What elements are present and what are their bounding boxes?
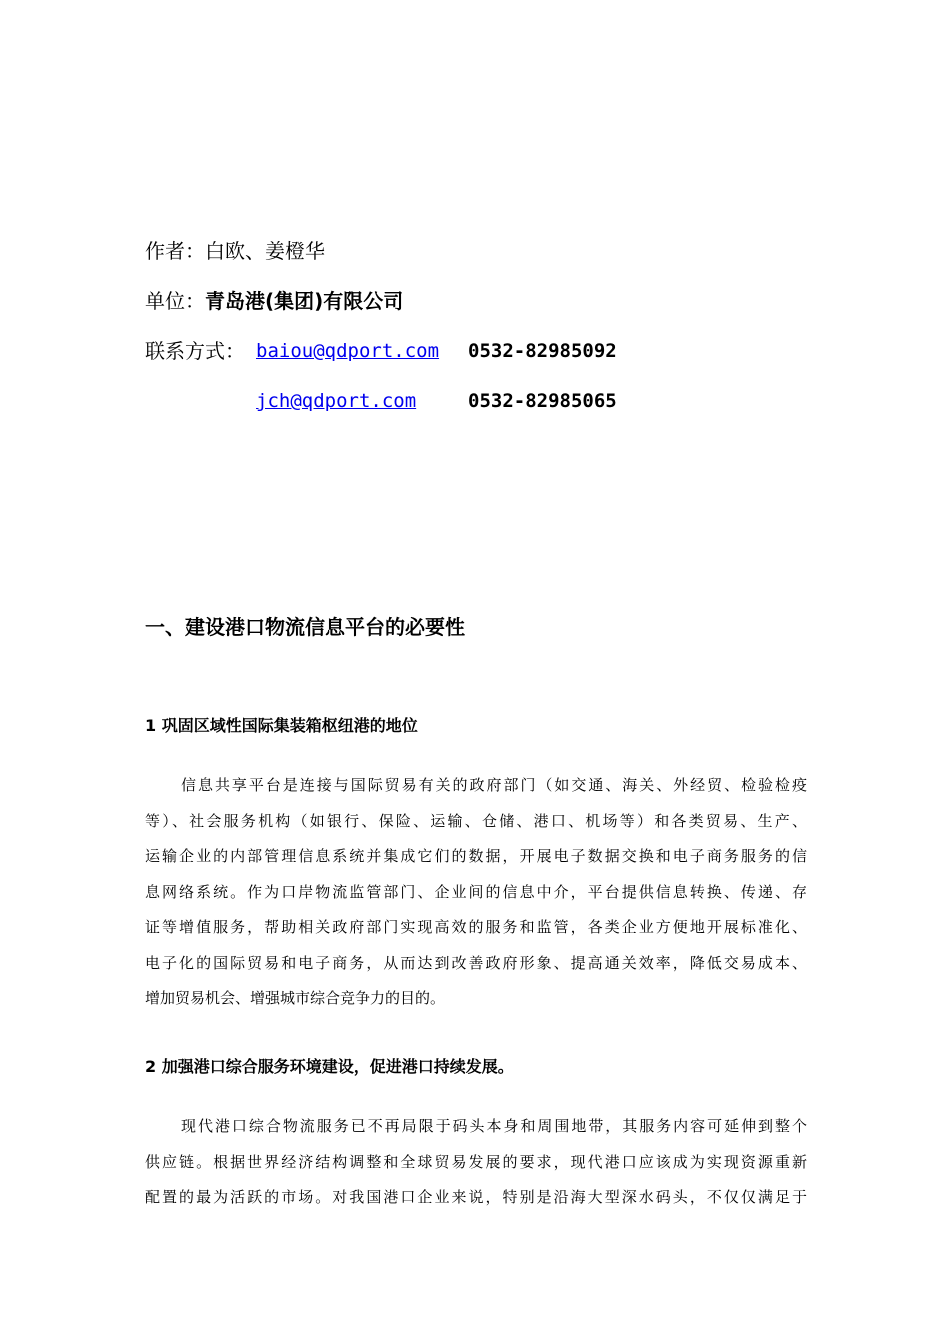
unit-line bbox=[145, 287, 403, 315]
author-label: 作者： bbox=[145, 239, 205, 263]
unit-value: 青岛港(集团)有限公司 bbox=[205, 289, 404, 313]
section-heading: 一、建设港口物流信息平台的必要性 bbox=[145, 615, 465, 639]
phone-1: 0532-82985092 bbox=[468, 340, 617, 362]
paragraph-line: 现代港口综合物流服务已不再局限于码头本身和周围地带，其服务内容可延伸到整个 bbox=[181, 1117, 807, 1135]
paragraph-line: 等）、社会服务机构（如银行、保险、运输、仓储、港口、机场等）和各类贸易、生产、 bbox=[145, 811, 807, 830]
email-link-1[interactable]: baiou@qdport.com bbox=[256, 340, 440, 362]
unit-label: 单位： bbox=[145, 289, 205, 313]
paragraph-line: 增加贸易机会、增强城市综合竞争力的目的。 bbox=[145, 989, 446, 1007]
paragraph-line: 电子化的国际贸易和电子商务，从而达到改善政府形象、提高通关效率，降低交易成本、 bbox=[145, 953, 807, 972]
paragraph-line: 证等增值服务，帮助相关政府部门实现高效的服务和监管，各类企业方便地开展标准化、 bbox=[145, 918, 807, 936]
subsection-heading-2: 2 加强港口综合服务环境建设，促进港口持续发展。 bbox=[145, 1057, 514, 1076]
subsection-heading-1: 1 巩固区域性国际集装箱枢纽港的地位 bbox=[145, 716, 418, 735]
paragraph-2 bbox=[145, 1109, 807, 1216]
author-value: 白欧、姜橙华 bbox=[205, 239, 325, 263]
paragraph-line: 配置的最为活跃的市场。对我国港口企业来说，特别是沿海大型深水码头，不仅仅满足于 bbox=[145, 1188, 807, 1206]
paragraph-line: 息网络系统。作为口岸物流监管部门、企业间的信息中介，平台提供信息转换、传递、存 bbox=[145, 882, 807, 901]
paragraph-1 bbox=[145, 768, 807, 1017]
paragraph-line: 运输企业的内部管理信息系统并集成它们的数据，开展电子数据交换和电子商务服务的信 bbox=[145, 847, 807, 865]
paragraph-line: 信息共享平台是连接与国际贸易有关的政府部门（如交通、海关、外经贸、检验检疫 bbox=[181, 776, 807, 794]
phone-2: 0532-82985065 bbox=[468, 390, 617, 412]
email-link-2[interactable]: jch@qdport.com bbox=[256, 390, 417, 412]
contact-label: 联系方式： bbox=[145, 339, 245, 363]
paragraph-line: 供应链。根据世界经济结构调整和全球贸易发展的要求，现代港口应该成为实现资源重新 bbox=[145, 1152, 807, 1171]
author-line bbox=[145, 237, 325, 265]
